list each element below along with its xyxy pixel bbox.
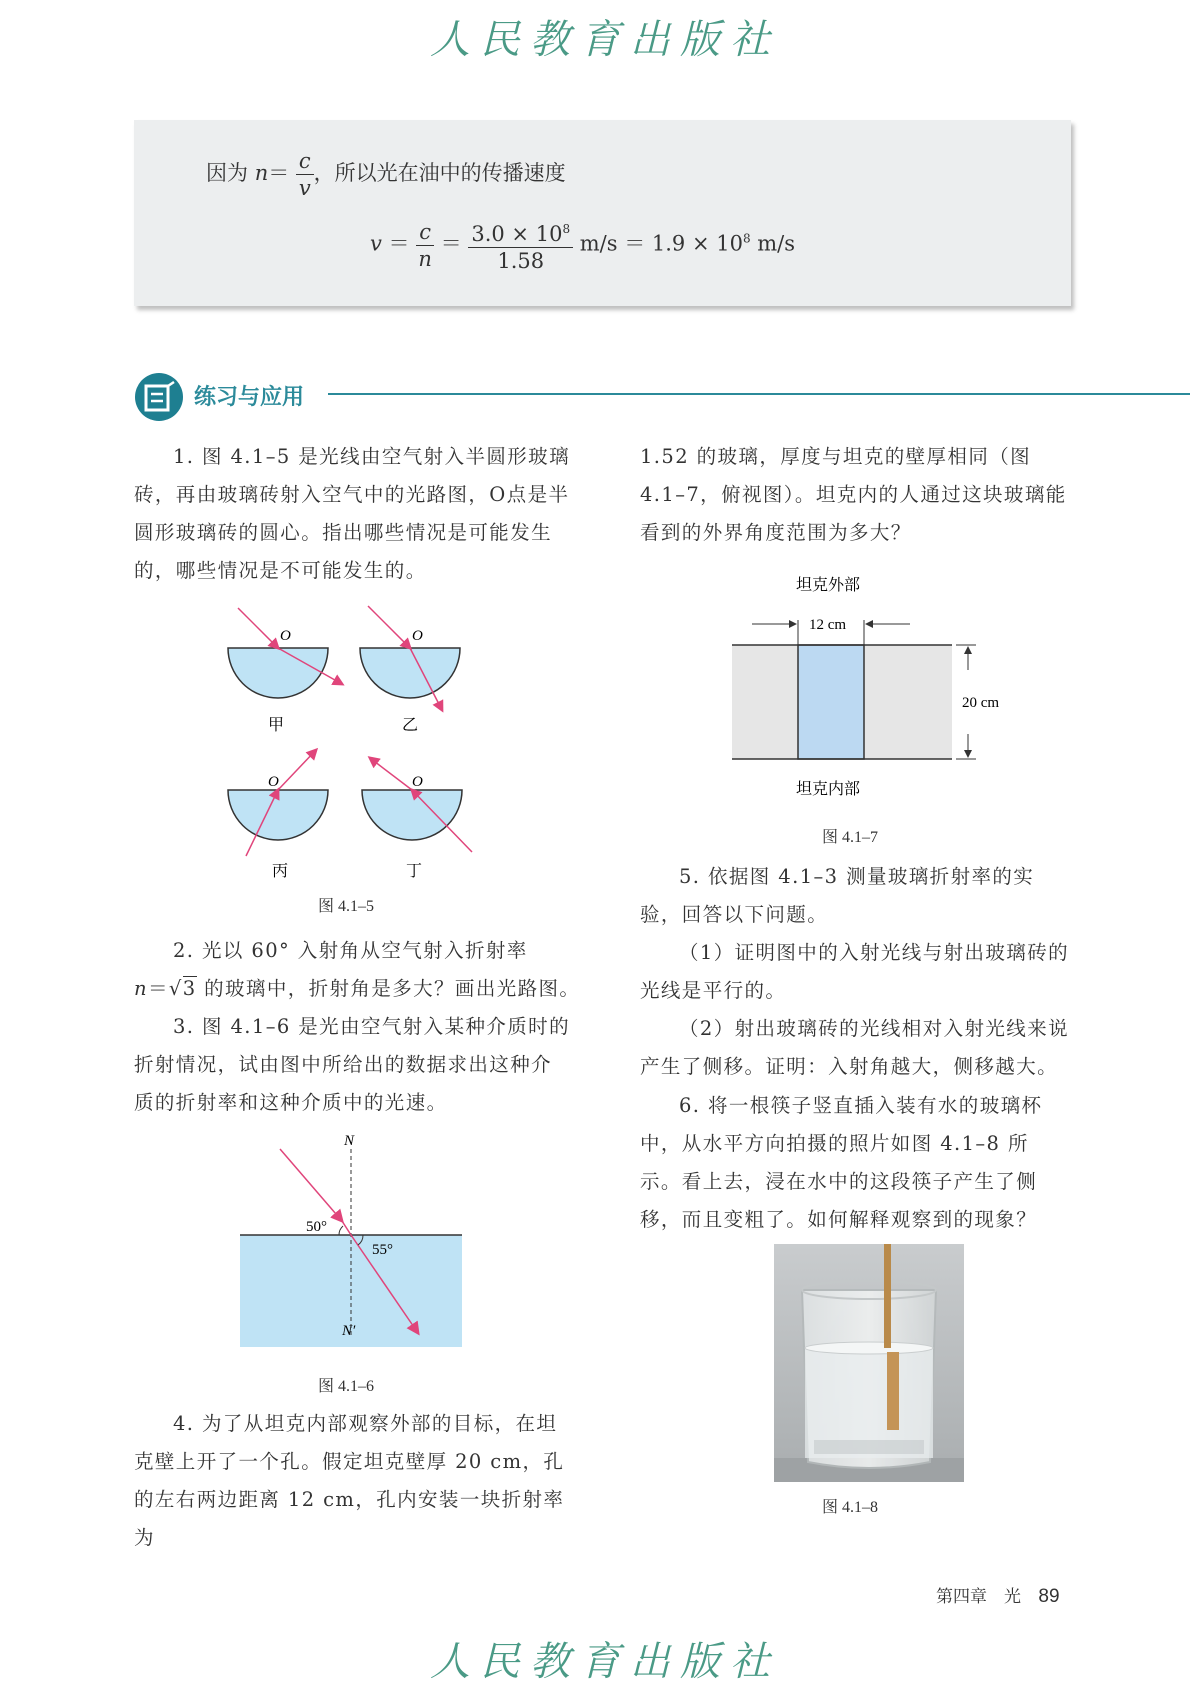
frac-c-n — [416, 219, 434, 272]
formula-line-2: v ＝ $\frac{c}{n}$ ＝ $\frac{3.0 \times 10^8}{1.58}$ $m/s = 1.9 \times 10^8$ m/s — [370, 216, 795, 274]
unit-text: m/s ＝ 1.9 × 10 — [579, 231, 743, 256]
var-n: n — [254, 161, 269, 185]
unit-exp: 8 — [742, 231, 751, 246]
q6-text — [640, 1087, 1070, 1239]
o-label-bing: O — [268, 774, 279, 790]
label-yi: 乙 — [402, 715, 419, 734]
diagram-jia — [228, 608, 342, 698]
q4-paragraph: 4. 为了从坦克内部观察外部的目标，在坦克壁上开了一个孔。假定坦克壁厚 20 cm，孔的左右两边距离 12 cm，孔内安装一块折射率为 — [134, 1412, 565, 1549]
formula-line-1 — [206, 148, 566, 201]
chapter-label: 第四章 光 — [936, 1587, 1021, 1607]
q4-text-cont — [640, 438, 1070, 552]
publisher-logo-top: 人民教育出版社 — [430, 17, 780, 63]
section-title: 练习与应用 — [194, 385, 305, 410]
chopstick-above — [884, 1244, 891, 1348]
label-bing: 丙 — [272, 861, 289, 880]
q6-paragraph: 6. 将一根筷子竖直插入装有水的玻璃杯中，从水平方向拍摄的照片如图 4.1–8 所示。看上去，浸在水中的这段筷子产生了侧移，而且变粗了。如何解释观察到的现象？ — [640, 1094, 1043, 1231]
label-ding: 丁 — [406, 861, 423, 880]
o-label-ding: O — [412, 774, 423, 790]
q3-paragraph: 3. 图 4.1–6 是光由空气射入某种介质时的折射情况，试由图中所给出的数据求出这种介质的折射率和这种介质中的光速。 — [134, 1015, 570, 1114]
water-surface — [805, 1342, 933, 1354]
q5-text — [640, 858, 1070, 1086]
frac-den: 1.58 — [497, 249, 545, 273]
angle-50: 50° — [306, 1219, 327, 1235]
q2-line2-text: 的玻璃中，折射角是多大？画出光路图。 — [196, 977, 581, 1000]
diagram-yi — [360, 606, 460, 710]
q2-line2 — [134, 970, 581, 1008]
eq-sign: ＝ — [268, 161, 290, 185]
figure-4-1-8-photo — [774, 1244, 964, 1482]
frac-den: n — [418, 246, 432, 271]
unit-text-2: m/s — [750, 231, 796, 256]
glass-window — [798, 645, 864, 759]
figure-4-1-5 — [220, 600, 480, 890]
incident-ray-tail — [342, 1221, 351, 1235]
q1-text — [134, 438, 570, 590]
q3-text — [134, 1008, 570, 1122]
caption-4-1-7: 图 4.1–7 — [822, 829, 879, 846]
publisher-logo-bottom: 人民教育出版社 — [430, 1639, 780, 1685]
frac-num: c — [296, 148, 314, 175]
text-suffix: ，所以光在油中的传播速度 — [313, 161, 566, 185]
frac-num — [468, 216, 573, 248]
chopstick-below — [887, 1352, 899, 1430]
var-v: v — [370, 231, 382, 256]
label-12cm: 12 cm — [809, 617, 847, 633]
label-inside: 坦克内部 — [796, 779, 861, 798]
sqrt-value: 3 — [182, 977, 197, 1000]
num-text: 3.0 × 10 — [471, 222, 563, 246]
text-because: 因为 — [206, 161, 248, 185]
incident-ray — [280, 1149, 342, 1221]
practice-icon — [134, 372, 184, 422]
q2-text — [134, 932, 581, 1008]
q2-n: n — [134, 977, 148, 1000]
frac-value — [468, 216, 573, 274]
label-20cm: 20 cm — [962, 695, 1000, 711]
figure-4-1-7 — [720, 568, 1020, 808]
figure-4-1-6 — [236, 1135, 466, 1355]
example-box — [134, 120, 1071, 306]
q4-continuation: 1.52 的玻璃，厚度与坦克的壁厚相同（图 4.1–7，俯视图）。坦克内的人通过这块玻璃能看到的外界角度范围为多大？ — [640, 445, 1067, 544]
num-exp: 8 — [562, 222, 571, 236]
angle-arc-1 — [339, 1226, 343, 1235]
q2-eq: ＝ — [147, 977, 169, 1000]
caption-4-1-5: 图 4.1–5 — [318, 898, 375, 915]
sqrt-symbol: √ — [168, 977, 183, 1000]
o-label-jia: O — [280, 628, 291, 644]
q1-paragraph: 1. 图 4.1–5 是光线由空气射入半圆形玻璃砖，再由玻璃砖射入空气中的光路图，O点是半圆形玻璃砖的圆心。指出哪些情况是可能发生的，哪些情况是不可能发生的。 — [134, 445, 570, 582]
footer-chapter — [936, 1582, 1060, 1608]
q2-line1: 2. 光以 60° 入射角从空气射入折射率 — [173, 939, 528, 962]
page-number: 89 — [1038, 1586, 1060, 1607]
section-divider — [328, 393, 1190, 395]
frac-den: v — [298, 176, 311, 200]
angle-55: 55° — [372, 1242, 393, 1258]
label-N: N — [344, 1135, 355, 1149]
caption-4-1-8: 图 4.1–8 — [822, 1499, 879, 1516]
frac-c-v — [296, 148, 314, 201]
q5-paragraph: 5. 依据图 4.1–3 测量玻璃折射率的实验，回答以下问题。 — [640, 865, 1035, 926]
diagram-ding — [362, 758, 472, 852]
q5-sub2: （2）射出玻璃砖的光线相对入射光线来说产生了侧移。证明：入射角越大，侧移越大。 — [640, 1017, 1070, 1078]
q4-text — [134, 1405, 570, 1557]
o-label-yi: O — [412, 628, 423, 644]
diagram-bing — [228, 750, 328, 856]
q5-sub1: （1）证明图中的入射光线与射出玻璃砖的光线是平行的。 — [640, 941, 1070, 1002]
label-jia: 甲 — [268, 715, 285, 734]
glass-base — [814, 1440, 924, 1454]
caption-4-1-6: 图 4.1–6 — [318, 1378, 375, 1395]
frac-num: c — [416, 219, 434, 246]
label-outside: 坦克外部 — [796, 575, 861, 594]
label-N-prime: N′ — [342, 1323, 356, 1339]
